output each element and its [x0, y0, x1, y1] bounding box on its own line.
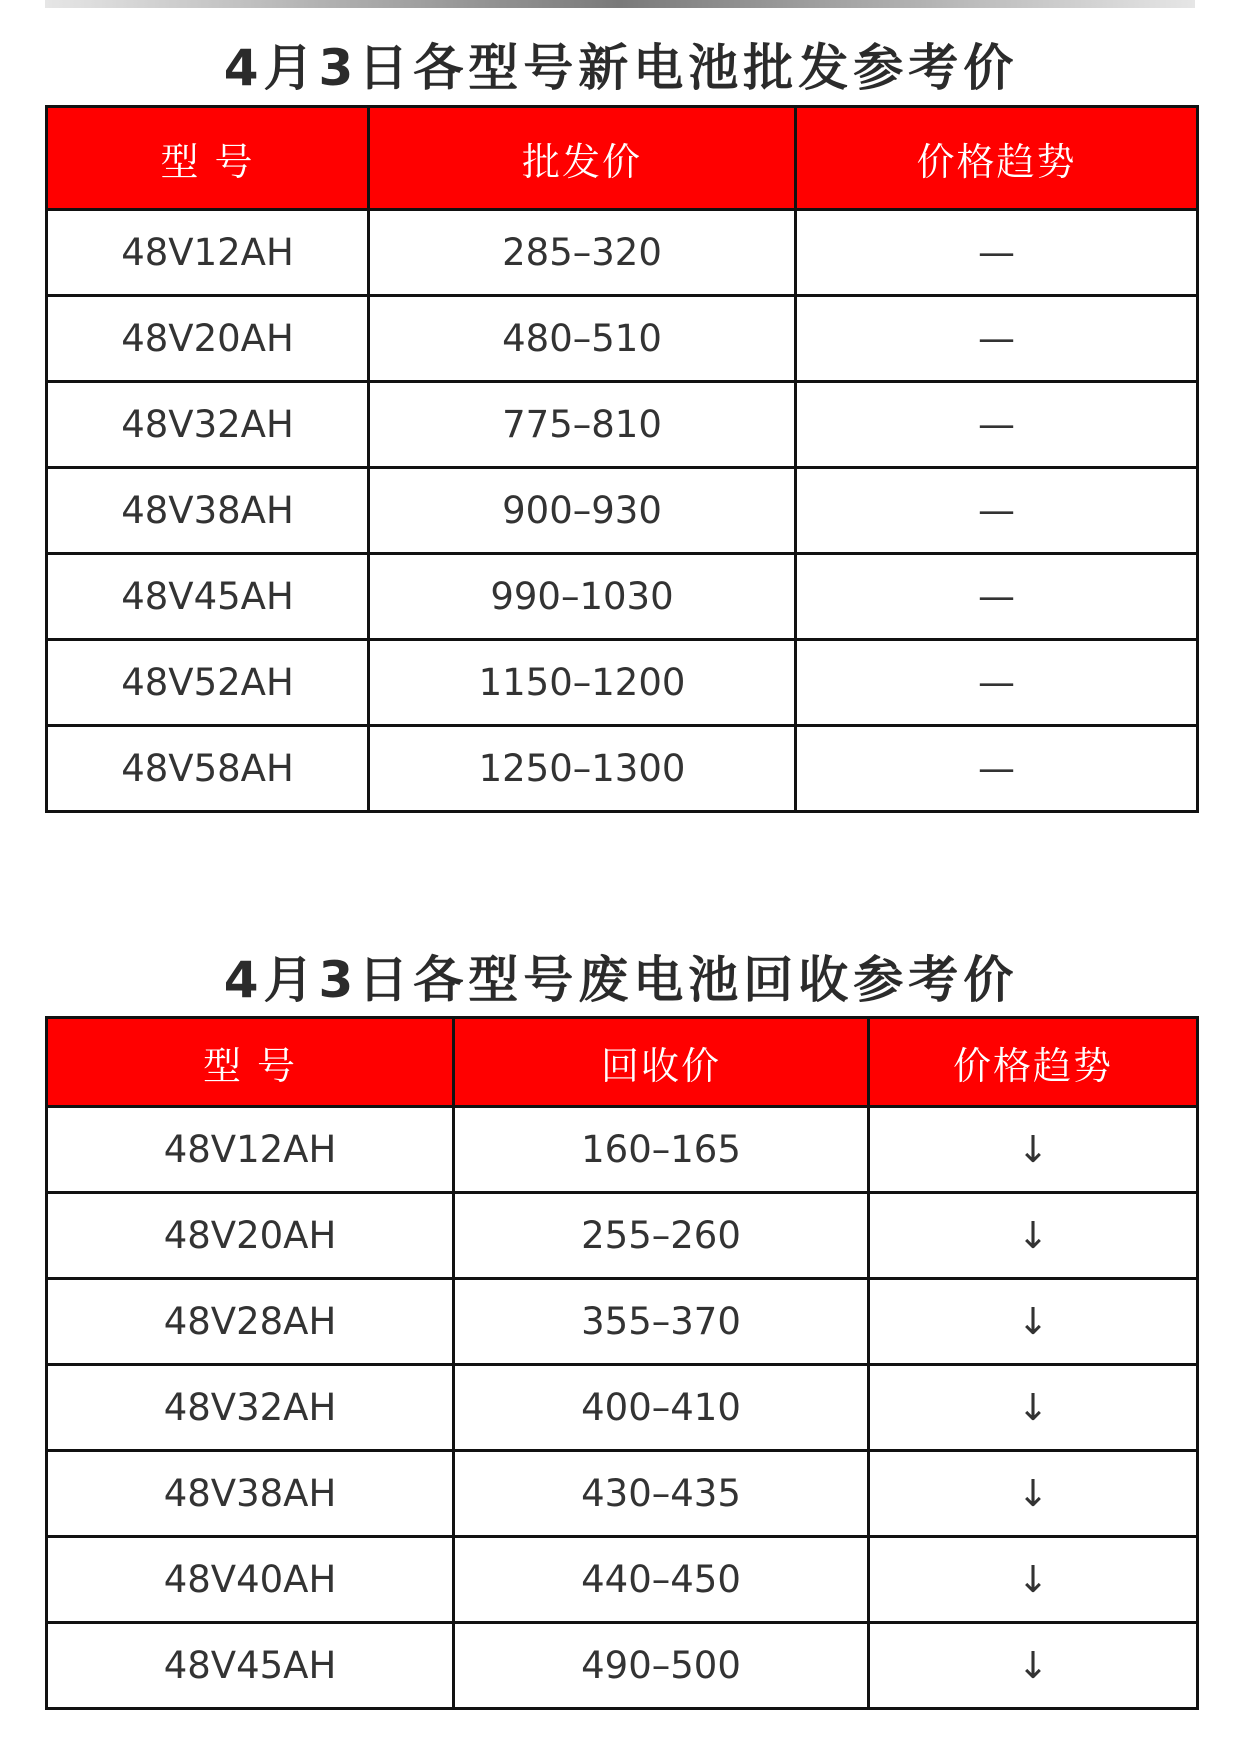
header-price-trend: 价格趋势 — [796, 107, 1198, 210]
model-cell: 48V20AH — [47, 296, 369, 382]
price-cell: 430–435 — [454, 1451, 869, 1537]
model-cell: 48V28AH — [47, 1279, 454, 1365]
model-cell: 48V58AH — [47, 726, 369, 812]
price-cell: 285–320 — [369, 210, 796, 296]
price-cell: 990–1030 — [369, 554, 796, 640]
recycling-title: 4月3日各型号废电池回收参考价 — [223, 951, 1019, 1009]
arrow-down-icon: ↓ — [869, 1451, 1198, 1537]
model-cell: 48V45AH — [47, 1623, 454, 1709]
trend-flat-icon: — — [796, 726, 1198, 812]
table-header-row — [47, 1018, 1198, 1107]
trend-flat-icon: — — [796, 210, 1198, 296]
model-cell: 48V40AH — [47, 1537, 454, 1623]
model-cell: 48V45AH — [47, 554, 369, 640]
header-wholesale-price: 批发价 — [369, 107, 796, 210]
table-row — [47, 382, 1198, 468]
table-row — [47, 1365, 1198, 1451]
price-cell: 900–930 — [369, 468, 796, 554]
top-divider — [45, 0, 1195, 8]
arrow-down-icon: ↓ — [869, 1623, 1198, 1709]
arrow-down-icon: ↓ — [869, 1107, 1198, 1193]
wholesale-title: 4月3日各型号新电池批发参考价 — [223, 39, 1019, 97]
price-cell: 355–370 — [454, 1279, 869, 1365]
header-model: 型 号 — [47, 107, 369, 210]
arrow-down-icon: ↓ — [869, 1193, 1198, 1279]
table-row — [47, 296, 1198, 382]
price-cell: 1150–1200 — [369, 640, 796, 726]
model-cell: 48V38AH — [47, 468, 369, 554]
model-cell: 48V38AH — [47, 1451, 454, 1537]
table-row — [47, 1537, 1198, 1623]
wholesale-price-table — [45, 105, 1199, 813]
trend-flat-icon: — — [796, 382, 1198, 468]
arrow-down-icon: ↓ — [869, 1279, 1198, 1365]
price-cell: 775–810 — [369, 382, 796, 468]
header-price-trend: 价格趋势 — [869, 1018, 1198, 1107]
model-cell: 48V12AH — [47, 210, 369, 296]
model-cell: 48V32AH — [47, 382, 369, 468]
table-row — [47, 468, 1198, 554]
price-cell: 480–510 — [369, 296, 796, 382]
header-recycling-price: 回收价 — [454, 1018, 869, 1107]
recycling-price-table — [45, 1016, 1199, 1710]
trend-flat-icon: — — [796, 296, 1198, 382]
table-row — [47, 554, 1198, 640]
table-row — [47, 1193, 1198, 1279]
table-row — [47, 1623, 1198, 1709]
model-cell: 48V52AH — [47, 640, 369, 726]
model-cell: 48V32AH — [47, 1365, 454, 1451]
model-cell: 48V12AH — [47, 1107, 454, 1193]
price-cell: 400–410 — [454, 1365, 869, 1451]
model-cell: 48V20AH — [47, 1193, 454, 1279]
arrow-down-icon: ↓ — [869, 1537, 1198, 1623]
price-cell: 440–450 — [454, 1537, 869, 1623]
header-model: 型 号 — [47, 1018, 454, 1107]
trend-flat-icon: — — [796, 554, 1198, 640]
price-cell: 490–500 — [454, 1623, 869, 1709]
price-cell: 255–260 — [454, 1193, 869, 1279]
table-row — [47, 1451, 1198, 1537]
trend-flat-icon: — — [796, 468, 1198, 554]
table-row — [47, 640, 1198, 726]
trend-flat-icon: — — [796, 640, 1198, 726]
price-cell: 160–165 — [454, 1107, 869, 1193]
table-row — [47, 210, 1198, 296]
table-header-row — [47, 107, 1198, 210]
arrow-down-icon: ↓ — [869, 1365, 1198, 1451]
price-cell: 1250–1300 — [369, 726, 796, 812]
table-row — [47, 1279, 1198, 1365]
table-row — [47, 1107, 1198, 1193]
table-row — [47, 726, 1198, 812]
